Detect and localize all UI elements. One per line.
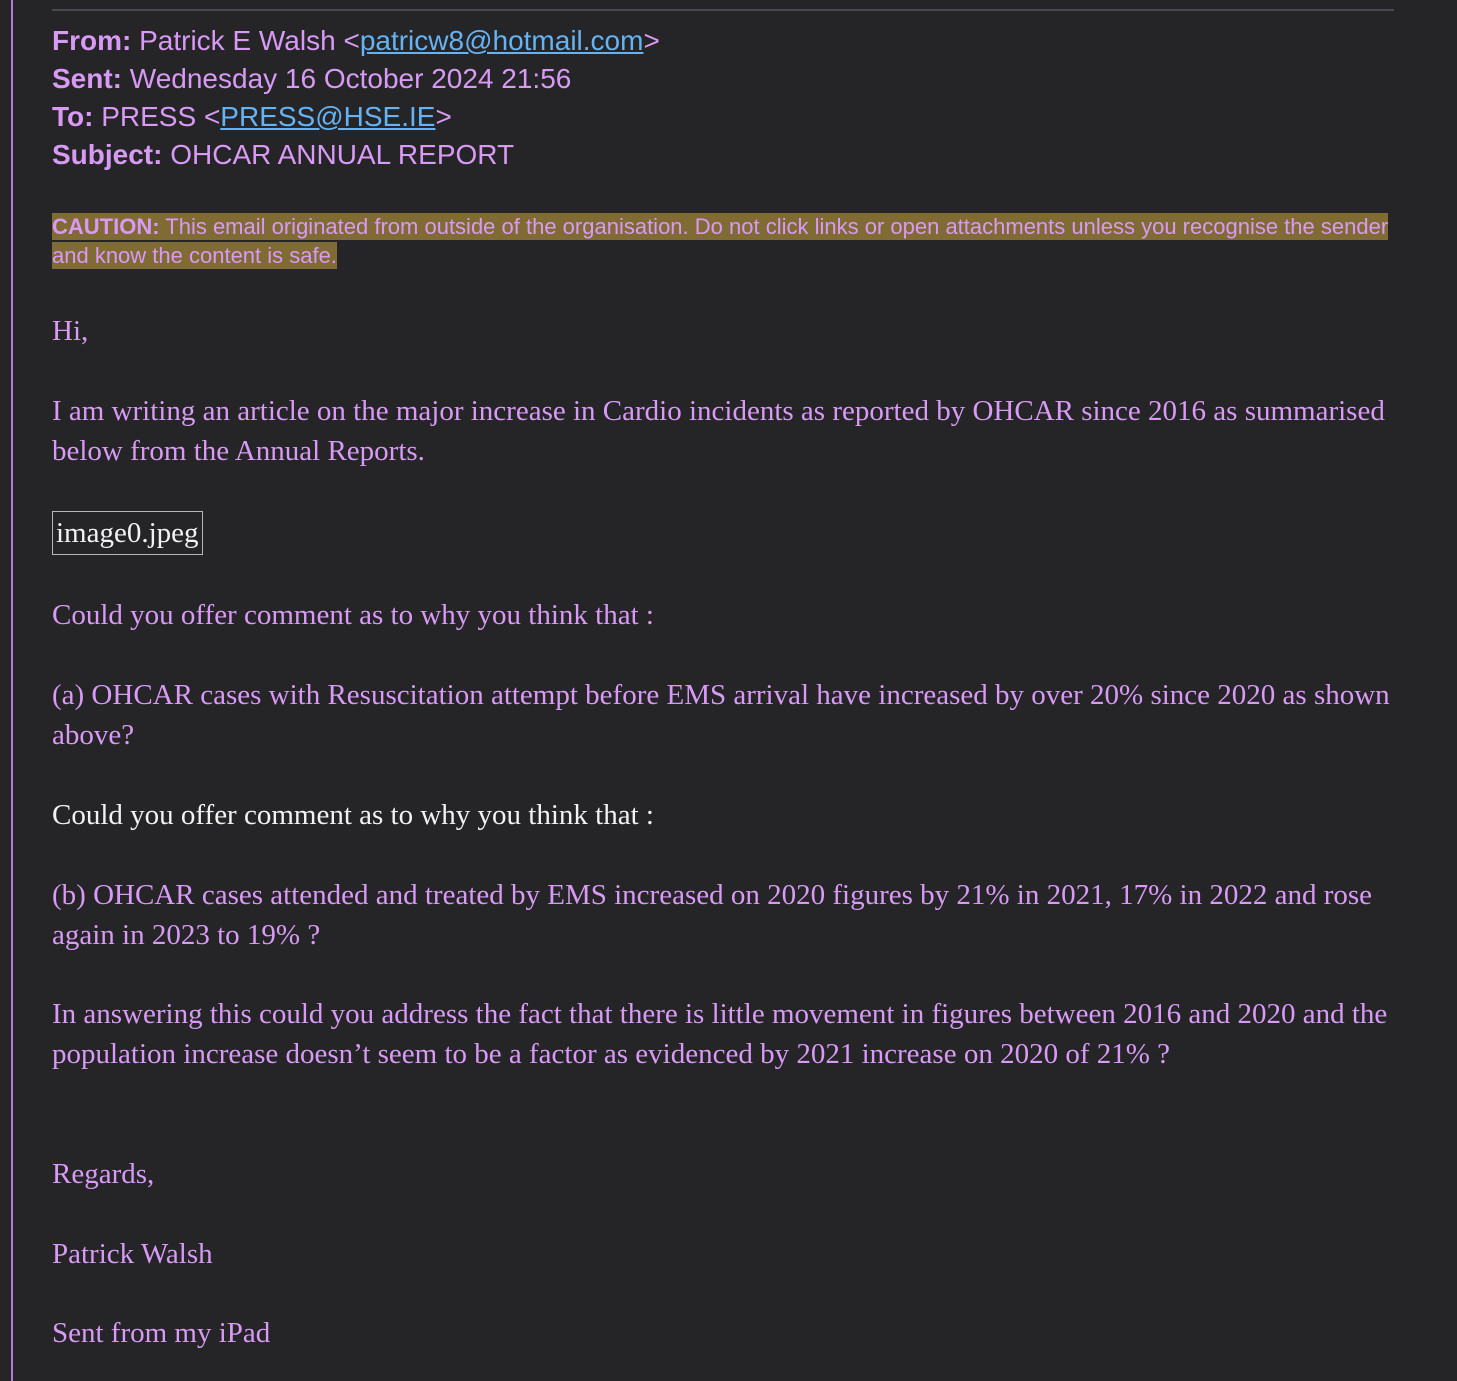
to-line <box>52 98 660 136</box>
header-divider <box>52 9 1394 11</box>
followup-paragraph: In answering this could you address the fact that there is little movement in figures between 2016 and 2020 and the population increase doesn’t seem to be a factor as evidenced by 2021 increase on 2020 of 21% ? <box>52 998 1388 1070</box>
from-name: Patrick E Walsh < <box>139 25 360 56</box>
question-lead-2: Could you offer comment as to why you think that : <box>52 799 654 831</box>
caution-label: CAUTION: <box>52 214 160 239</box>
email-header <box>52 22 660 174</box>
attachment-image0[interactable]: image0.jpeg <box>52 511 203 555</box>
question-lead-1: Could you offer comment as to why you think that : <box>52 599 654 631</box>
question-b: (b) OHCAR cases attended and treated by EMS increased on 2020 figures by 21% in 2021, 17% in 2022 and rose again in 2023 to 19% ? <box>52 879 1373 951</box>
subject-value: OHCAR ANNUAL REPORT <box>170 139 515 170</box>
caution-banner <box>52 212 1392 270</box>
from-label: From: <box>52 25 132 56</box>
sent-label: Sent: <box>52 63 122 94</box>
subject-label: Subject: <box>52 139 163 170</box>
quote-bar <box>11 0 13 1381</box>
signoff: Regards, <box>52 1158 155 1190</box>
to-close: > <box>435 101 452 132</box>
to-label: To: <box>52 101 94 132</box>
to-email-link[interactable]: PRESS@HSE.IE <box>220 101 436 132</box>
from-email-link[interactable]: patricw8@hotmail.com <box>359 25 644 56</box>
question-a: (a) OHCAR cases with Resuscitation attempt before EMS arrival have increased by over 20% since 2020 as shown above? <box>52 679 1390 751</box>
subject-line <box>52 136 660 174</box>
from-line <box>52 22 660 60</box>
to-name: PRESS < <box>101 101 221 132</box>
sent-from-footer: Sent from my iPad <box>52 1317 271 1349</box>
intro-paragraph: I am writing an article on the major increase in Cardio incidents as reported by OHCAR since 2016 as summarised below from the Annual Reports. <box>52 395 1385 467</box>
greeting: Hi, <box>52 315 89 347</box>
signature: Patrick Walsh <box>52 1238 213 1270</box>
from-close: > <box>643 25 660 56</box>
caution-text: This email originated from outside of the organisation. Do not click links or open attachments unless you recognise the sender and know the content is safe. <box>52 214 1389 268</box>
sent-value: Wednesday 16 October 2024 21:56 <box>129 63 572 94</box>
sent-line <box>52 60 660 98</box>
